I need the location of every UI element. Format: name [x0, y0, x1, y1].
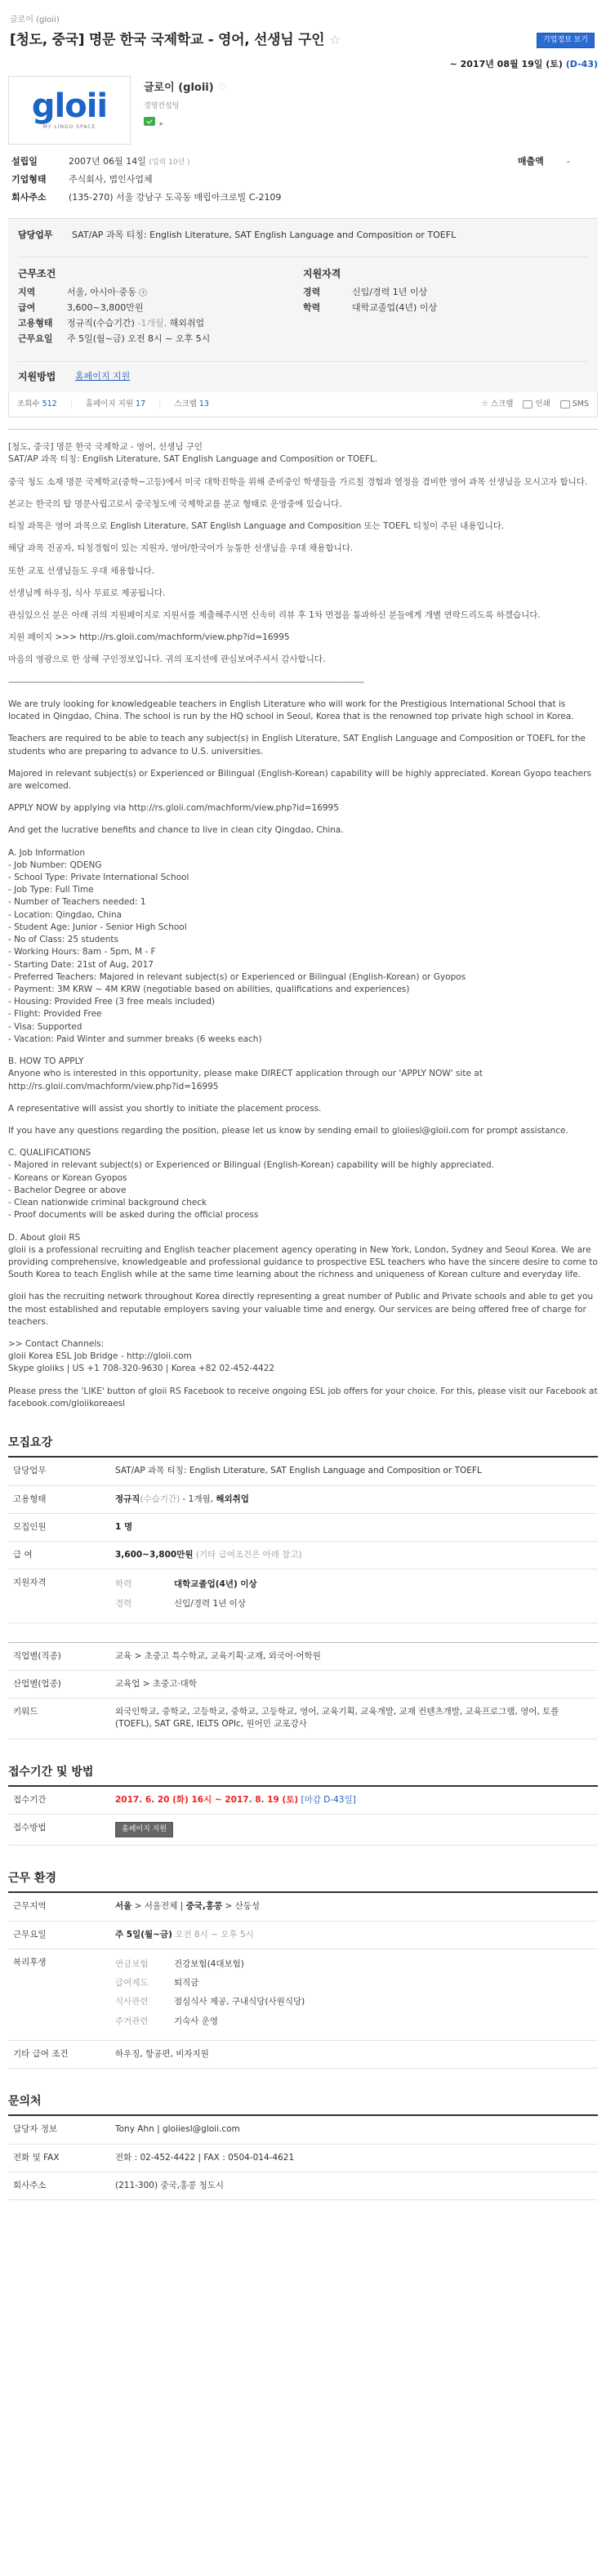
contact-address-label: 회사주소 [8, 2172, 110, 2199]
summary-table [8, 1458, 598, 1623]
type-month: - 1개월, [180, 1493, 216, 1504]
description-paragraph: Majored in relevant subject(s) or Experienced or Bilingual (English-Korean) capability will be highly appreciated. Korean Gyopo teachers are welcomed. [8, 768, 591, 791]
contact-section [8, 2093, 598, 2200]
conditions-title: 근무조건 [18, 267, 56, 279]
english-description [8, 699, 598, 1410]
description-paragraph: If you have any questions regarding the position, please let us know by sending email to gloiiesl@gloii.com for prompt assistance. [8, 1125, 568, 1136]
summary-qual-label: 지원자격 [8, 1569, 110, 1623]
keyword-label: 키워드 [8, 1699, 110, 1739]
company-name-text[interactable]: 글로이 (gloii) [144, 82, 214, 95]
contact-table [8, 2116, 598, 2200]
scrap-action-label: 스크랩 [490, 400, 514, 409]
sms-action-label: SMS [572, 400, 589, 409]
duty-value: SAT/AP 과목 티칭: English Literature, SAT English Language and Composition or TOEFL [72, 230, 457, 240]
period-dday: [마감 D-43일] [298, 1794, 356, 1805]
type-regular: 정규직 [115, 1493, 140, 1504]
corp-info-button[interactable]: 기업정보 보기 [537, 33, 595, 48]
job-category-value[interactable]: 교육 > 초중고 특수학교, 교육기획·교재, 외국어·어학원 [110, 1643, 598, 1671]
company-info-table [8, 153, 598, 207]
views-stat [17, 399, 57, 410]
qualification-label: 학력 [303, 302, 321, 314]
description-paragraph: APPLY NOW by applying via http://rs.gloii.com/machform/view.php?id=16995 [8, 803, 339, 814]
star-icon[interactable]: ☆ [328, 31, 341, 47]
qual-edu-label: 학력 [115, 1579, 132, 1590]
area-china: 중국,홍콩 [185, 1901, 223, 1912]
description-paragraph: 또한 교포 선생님들도 우대 채용합니다. [8, 565, 154, 576]
summary-duty-value: SAT/AP 과목 티칭: English Literature, SAT English Language and Composition or TOEFL [110, 1458, 598, 1485]
job-title-text: [청도, 중국] 명문 한국 국제학교 - 영어, 선생님 구인 [10, 31, 325, 48]
plus-icon[interactable]: + [140, 288, 146, 297]
welfare-item: 건강보험(4대보험) [174, 1958, 244, 1969]
company-meta [144, 76, 227, 145]
address-label: 회사주소 [11, 192, 47, 203]
apply-stat [86, 399, 145, 410]
condition-row [18, 333, 303, 346]
type-overseas: 해외취업 [216, 1493, 249, 1504]
duty-label: 담당업무 [18, 230, 53, 240]
description-paragraph: B. HOW TO APPLY Anyone who is interested in this opportunity, please make DIRECT application through our 'APPLY NOW' site at http://rs.gloii.com/machform/view.php?id=16995 [8, 1056, 483, 1092]
deadline-date: ~ 2017년 08월 19일 (토) [449, 59, 563, 70]
employment-type: 정규직(수습기간) [67, 318, 138, 329]
work-title: 근무 환경 [8, 1870, 598, 1893]
description-paragraph: 관심있으신 분은 아래 귀의 지원페이지로 지원서를 제출해주시면 신속히 리뷰 후 1차 면접을 통과하신 분들에게 개별 연락드리도록 하겠습니다. [8, 609, 541, 620]
work-day-value [110, 1921, 598, 1949]
summary-count-label: 모집인원 [8, 1513, 110, 1541]
condition-value [67, 286, 303, 299]
description-paragraph: 티칭 과목은 영어 과목으로 English Literature, SAT English Language and Composition 또는 TOEFL 티칭이 주된 내용입니다. [8, 521, 505, 532]
industry-value[interactable]: 교육업 > 초중고·대학 [110, 1670, 598, 1698]
period-method-value [110, 1815, 598, 1846]
print-button[interactable] [523, 399, 550, 410]
qualification-value: 신입/경력 1년 이상 [352, 287, 428, 298]
description-paragraph: 중국 청도 소재 명문 국제학교(중학~고등)에서 미국 대학진학을 위해 준비중인 학생들을 가르칠 경험과 열정을 겸비한 영어 과목 선생님을 모시고자 합니다. [8, 476, 588, 487]
job-category-label: 직업별(직종) [8, 1643, 110, 1671]
work-area-label: 근무지역 [8, 1893, 110, 1921]
condition-label: 지역 [18, 287, 36, 298]
description-paragraph: 마음의 영광으로 한 상해 구인정보입니다. 귀의 포지션에 관심보여주셔서 감사합니다. [8, 654, 326, 665]
description-paragraph: >> Contact Channels: gloii Korea ESL Job Bridge - http://gloii.com Skype gloiiks | US +1 708-320-9630 | Korea +82 02-452-4422 [8, 1339, 275, 1374]
homepage-apply-button[interactable]: 홈페이지 지원 [115, 1822, 173, 1837]
summary-section [8, 1435, 598, 1739]
period-method-label: 접수방법 [8, 1815, 110, 1846]
qual-edu-value: 대학교졸업(4년) 이상 [174, 1579, 257, 1590]
qualifications [303, 267, 588, 348]
industry-label: 산업별(업종) [8, 1670, 110, 1698]
category-table [8, 1643, 598, 1739]
summary-count-value: 1 명 [110, 1513, 598, 1541]
description-paragraph: A representative will assist you shortly to initiate the placement process. [8, 1103, 322, 1114]
scrap-count: 13 [198, 400, 209, 409]
qual-inner-table [115, 1577, 257, 1614]
print-action-label: 인쇄 [535, 400, 550, 409]
actions [481, 399, 589, 410]
qualification-row [303, 286, 588, 299]
heart-icon[interactable]: ♡ [217, 82, 227, 95]
area-seoul: 서울 [115, 1901, 132, 1912]
qualification-value: 대학교졸업(4년) 이상 [352, 302, 438, 314]
description-paragraph: We are truly looking for knowledgeable teachers in English Literature who will work for the Prestigious International School that is located in Qingdao, China. The school is run by the HQ school in Seoul, Korea that is the renowned top private high school in Korea. [8, 699, 574, 722]
sms-icon [560, 400, 570, 408]
welfare-value [110, 1949, 598, 2040]
apply-stat-label: 홈페이지 지원 [85, 400, 133, 409]
work-area-value [110, 1893, 598, 1921]
condition-label: 근무요일 [18, 333, 53, 345]
company-type: 경영컨설팅 [144, 101, 180, 110]
description-paragraph: 지원 페이지 >>> http://rs.gloii.com/machform/view.php?id=16995 [8, 632, 290, 643]
apply-label: 지원방법 [18, 371, 56, 383]
qualifications-title: 지원자격 [303, 267, 341, 279]
stats-separator: | [158, 400, 162, 409]
conditions-wrap [18, 257, 588, 348]
job-description [8, 429, 598, 1410]
dday-badge: (D-43) [565, 59, 598, 70]
company-box [8, 76, 598, 145]
description-paragraph: 선생님께 하우징, 식사 무료로 제공됩니다. [8, 587, 166, 598]
welfare-key: 주거관련 [115, 2016, 149, 2026]
logo-tagline: MY LINGO SPACE [42, 123, 96, 130]
founded-date: 2007년 06월 14일 [69, 156, 146, 167]
korean-description [8, 441, 598, 666]
salary-note: (기타 급여조건은 아래 참고) [193, 1550, 302, 1560]
description-paragraph: C. QUALIFICATIONS - Majored in relevant subject(s) or Experienced or Bilingual (English-Korean) capability will be highly appreciated. - Koreans or Korean Gyopos - Bachelor Degree or above - Clean nationwide criminal background check - Proof documents will be asked during the official process [8, 1148, 495, 1221]
form-label: 기업형태 [11, 174, 47, 185]
description-paragraph: D. About gloii RS gloii is a professional recruiting and English teacher placement agency operating in New York, London, Sydney and Seoul Korea. We are providing comprehensive, knowledgeable and professional guidance to prospective ESL teachers who have the sincere desire to come to South Korea to teach English while at the same time learning about the richness and uniqueness of Korean culture and everyday life. [8, 1232, 598, 1280]
founded-label: 설립일 [11, 156, 38, 167]
summary-duty-label: 담당업무 [8, 1458, 110, 1485]
contact-phone-value: 전화 : 02-452-4422 | FAX : 0504-014-4621 [110, 2144, 598, 2172]
sales-value: - [566, 156, 570, 167]
address-value: (135-270) 서울 강남구 도곡동 매립아크로빌 C-2109 [69, 192, 282, 203]
apply-count: 17 [136, 400, 146, 409]
period-date-label: 접수기간 [8, 1787, 110, 1815]
contact-phone-label: 전화 및 FAX [8, 2144, 110, 2172]
scrap-button[interactable] [481, 399, 513, 410]
contact-person-label: 담당자 정보 [8, 2116, 110, 2144]
work-table [8, 1893, 598, 2069]
probation-text: -1개월, [137, 318, 167, 329]
logo-text: gloii [31, 87, 108, 125]
description-paragraph: And get the lucrative benefits and chance to live in clean city Qingdao, China. [8, 825, 344, 836]
apply-method-row [18, 361, 588, 384]
condition-row [18, 301, 303, 315]
duty-row [18, 229, 588, 242]
condition-value [67, 317, 303, 330]
work-conditions [18, 267, 303, 348]
etc-salary-label: 기타 급여 조건 [8, 2040, 110, 2068]
description-paragraph: A. Job Information - Job Number: QDENG - School Type: Private International School - Job Type: Full Time - Number of Teachers needed: 1 - Location: Qingdao, China - Student Age: Junior - Senior High School - No of Class: 25 students - Working Hours: 8am - 5pm, M - F - Starting Date: 21st of Aug, 2017 - Preferred Teachers: Majored in relevant subject(s) or Experienced or Bilingual (English-Korean) or Gyopos - Payment: 3M KRW ~ 4M KRW (negotiable based on abilities, qualifications and experiences) - Housing: Provided Free (3 free meals included) - Flight: Provided Free - Visa: Supported - Vacation: Paid Winter and summer breaks (6 weeks each) [8, 847, 466, 1044]
welfare-key: 급여제도 [115, 1978, 149, 1989]
period-section [8, 1764, 598, 1846]
qual-exp-value: 신입/경력 1년 이상 [174, 1598, 246, 1609]
welfare-inner-table [115, 1957, 305, 2033]
condition-row [18, 286, 303, 299]
contact-address-value: (211-300) 중국,홍콩 청도시 [110, 2172, 598, 2199]
print-icon [523, 400, 532, 408]
work-day-label: 근무요일 [8, 1921, 110, 1949]
homepage-apply-link[interactable]: 홈페이지 지원 [75, 371, 131, 382]
condition-value: 주 5일(월~금) 오전 8시 ~ 오후 5시 [67, 333, 211, 345]
stats-bar [8, 392, 598, 417]
work-section [8, 1870, 598, 2069]
description-paragraph: 해당 과목 전공자, 티칭경험이 있는 지원자, 영어/한국어가 능통한 선생님을 우대 채용합니다. [8, 543, 354, 554]
description-paragraph: Teachers are required to be able to teach any subject(s) in English Literature, SAT English Language and Composition or TOEFL for the students who are preparing to advance to U.S. universities. [8, 734, 586, 757]
area-seoul-all: > 서울전체 | [131, 1901, 186, 1912]
summary-type-value [110, 1485, 598, 1513]
condition-label: 급여 [18, 302, 36, 314]
welfare-key: 연금보험 [115, 1958, 149, 1969]
stats-separator: | [69, 400, 73, 409]
views-label: 조회수 [17, 400, 40, 409]
company-name [144, 81, 227, 96]
etc-salary-value: 하우징, 항공편, 비자지원 [110, 2040, 598, 2068]
scrap-stat [174, 399, 209, 410]
welfare-item: 점심식사 제공, 구내식당(사원식당) [174, 1997, 305, 2007]
description-paragraph: gloii has the recruiting network throughout Korea directly representing a great number of Public and Private schools and able to get you the most established and reputable employers saving your valuable time and energy. Our services are being offered free of charge for teachers. [8, 1292, 594, 1327]
summary-salary-value [110, 1542, 598, 1569]
condition-label: 고용형태 [18, 318, 53, 329]
summary-box [8, 218, 598, 392]
condition-value: 3,600~3,800만원 [67, 302, 144, 314]
type-probation: (수습기간) [140, 1493, 180, 1504]
summary-salary-label: 급 여 [8, 1542, 110, 1569]
contact-person-value: Tony Ahn | gloiiesl@gloii.com [110, 2116, 598, 2144]
period-date-value [110, 1787, 598, 1815]
description-separator: ------------------------------------------------------------------------------------------------------------------------------------------------------------ [8, 676, 364, 687]
period-table [8, 1787, 598, 1846]
welfare-item: 퇴직금 [174, 1978, 199, 1989]
summary-qual-value [110, 1569, 598, 1623]
founded-sub: (업력 10년 ) [149, 158, 190, 167]
job-title [10, 30, 598, 51]
description-paragraph: Please press the 'LIKE' button of gloii RS Facebook to receive ongoing ESL job offers for your choice. For this, please visit our Facebook at facebook.com/gloiikoreaesl [8, 1386, 598, 1409]
condition-row [18, 317, 303, 330]
qual-exp-label: 경력 [115, 1598, 132, 1609]
salary-amount: 3,600~3,800만원 [115, 1550, 194, 1560]
period-title: 접수기간 및 방법 [8, 1764, 598, 1787]
welfare-item: 기숙사 운영 [174, 2016, 219, 2026]
keyword-value[interactable]: 외국인학교, 중학교, 고등학교, 중학교, 고등학교, 영어, 교육기획, 교육개발, 교재 컨텐츠개발, 교육프로그램, 영어, 토플(TOEFL), SAT GRE, IELTS OPIc, 원어민 교포강사 [110, 1699, 598, 1739]
work-hours: 오전 8시 ~ 오후 5시 [172, 1929, 254, 1940]
founded-value [65, 153, 515, 171]
welfare-label: 복리후생 [8, 1949, 110, 2040]
description-paragraph: [청도, 중국] 명문 한국 국제학교 - 영어, 선생님 구인 SAT/AP 과목 티칭: English Literature, SAT English Language and Composition or TOEFL. [8, 442, 378, 465]
company-small-name[interactable]: 글로이 (gloii) [10, 16, 60, 25]
scrap-icon: ☆ [481, 400, 488, 409]
deadline-row [8, 58, 598, 71]
summary-type-label: 고용형태 [8, 1485, 110, 1513]
sms-button[interactable] [560, 399, 589, 410]
qualification-row [303, 301, 588, 315]
badge-arrow-icon[interactable]: ▸ [159, 119, 164, 128]
qualification-label: 경력 [303, 287, 321, 298]
overseas-text: 해외취업 [167, 318, 205, 329]
posting-header [8, 15, 598, 50]
section-divider [8, 1623, 598, 1643]
views-count: 512 [42, 400, 57, 409]
contact-title: 문의처 [8, 2093, 598, 2116]
area-shandong: > 산둥성 [222, 1901, 261, 1912]
period-dates: 2017. 6. 20 (화) 16시 ~ 2017. 8. 19 (토) [115, 1794, 299, 1805]
company-logo[interactable] [8, 76, 131, 145]
verified-badge-icon [144, 117, 155, 126]
summary-title: 모집요강 [8, 1435, 598, 1458]
location-text: 서울, 아시아·중동 [67, 287, 136, 298]
description-paragraph: 본교는 한국의 탑 명문사립고로서 중국청도에 국제학교를 분교 형태로 운영중에 있습니다. [8, 498, 342, 509]
welfare-key: 식사관련 [115, 1997, 149, 2007]
form-value: 주식회사, 법인사업체 [69, 174, 153, 185]
scrap-label: 스크랩 [174, 400, 197, 409]
work-days: 주 5일(월~금) [115, 1929, 172, 1940]
sales-label: 매출액 [517, 156, 544, 167]
